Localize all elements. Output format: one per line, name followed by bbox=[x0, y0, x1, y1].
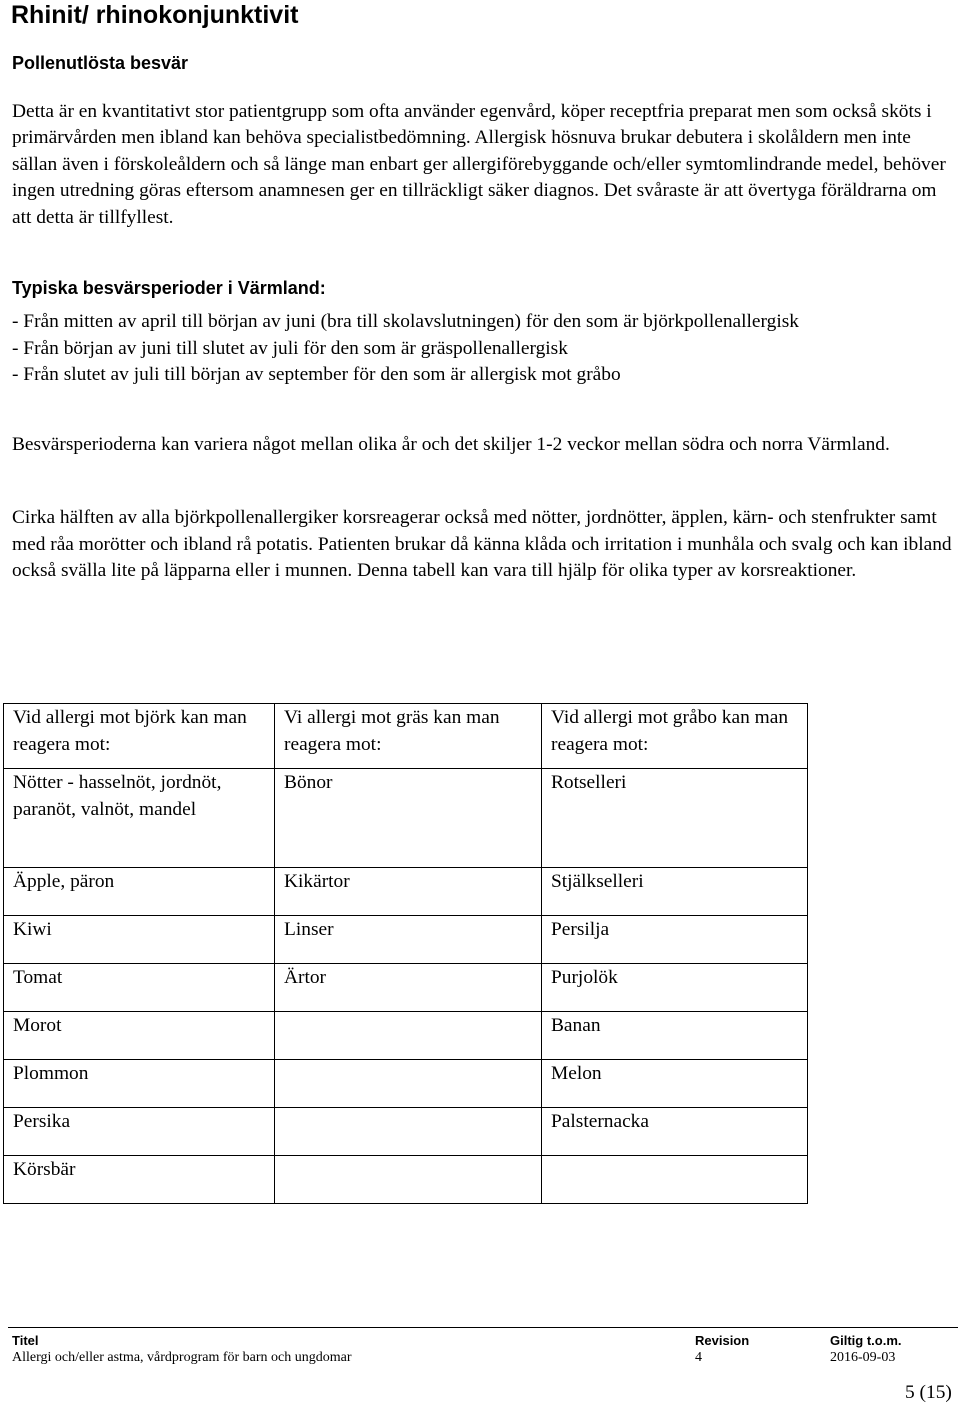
periods-heading: Typiska besvärsperioder i Värmland: bbox=[12, 278, 326, 298]
table-cell: Nötter - hasselnöt, jordnöt, paranöt, valnöt, mandel bbox=[4, 769, 275, 868]
table-cell bbox=[275, 1060, 542, 1108]
period-item: - Från mitten av april till början av juni (bra till skolavslutningen) för den som är björkpollenallergisk bbox=[12, 311, 799, 332]
table-cell: Plommon bbox=[4, 1060, 275, 1108]
table-cell: Morot bbox=[4, 1012, 275, 1060]
table-cell: Kiwi bbox=[4, 916, 275, 964]
table-cell: Rotselleri bbox=[542, 769, 808, 868]
table-row bbox=[4, 868, 808, 916]
header-mugwort: Vid allergi mot gråbo kan man reagera mot: bbox=[542, 704, 808, 769]
footer-divider bbox=[8, 1327, 958, 1328]
table-row bbox=[4, 769, 808, 868]
table-cell: Äpple, päron bbox=[4, 868, 275, 916]
header-grass: Vi allergi mot gräs kan man reagera mot: bbox=[275, 704, 542, 769]
table-cell bbox=[542, 1156, 808, 1204]
table-cell bbox=[275, 1012, 542, 1060]
table-cell: Ärtor bbox=[275, 964, 542, 1012]
table-cell: Linser bbox=[275, 916, 542, 964]
table-cell bbox=[275, 1156, 542, 1204]
table-cell: Körsbär bbox=[4, 1156, 275, 1204]
table-cell: Stjälkselleri bbox=[542, 868, 808, 916]
footer-titel-value: Allergi och/eller astma, vårdprogram för barn och ungdomar bbox=[12, 1350, 352, 1365]
footer-giltig-value: 2016-09-03 bbox=[830, 1350, 896, 1365]
periods-list bbox=[12, 309, 799, 389]
table-cell: Melon bbox=[542, 1060, 808, 1108]
header-birch: Vid allergi mot björk kan man reagera mot: bbox=[4, 704, 275, 769]
cross-reaction-paragraph: Cirka hälften av alla björkpollenallergiker korsreagerar också med nötter, jordnötter, äpplen, kärn- och stenfrukter samt med råa morötter och ibland rå potatis. Patienten brukar då känna klåda och irritation i munhåla och svalg och kan ibland också svälla lite på läpparna eller i munnen. Denna tabell kan vara till hjälp för olika typer av korsreaktioner. bbox=[12, 507, 952, 582]
table-row bbox=[4, 1156, 808, 1204]
footer-titel-label: Titel bbox=[12, 1333, 39, 1348]
period-item: - Från slutet av juli till början av september för den som är allergisk mot gråbo bbox=[12, 364, 621, 385]
table-cell: Palsternacka bbox=[542, 1108, 808, 1156]
table-row bbox=[4, 1060, 808, 1108]
page-number: 5 (15) bbox=[905, 1382, 952, 1403]
period-item: - Från början av juni till slutet av juli för den som är gräspollenallergisk bbox=[12, 337, 568, 359]
table-cell: Persilja bbox=[542, 916, 808, 964]
table-cell: Persika bbox=[4, 1108, 275, 1156]
table-cell: Purjolök bbox=[542, 964, 808, 1012]
table-header-row bbox=[4, 704, 808, 769]
table-row bbox=[4, 1012, 808, 1060]
table-cell: Kikärtor bbox=[275, 868, 542, 916]
table-cell bbox=[275, 1108, 542, 1156]
table-row bbox=[4, 964, 808, 1012]
intro-paragraph: Detta är en kvantitativt stor patientgrupp som ofta använder egenvård, köper receptfria preparat men som också sköts i primärvården men ibland kan behöva specialistbedömning. Allergisk hösnuva brukar debutera i skolåldern men inte sällan även i förskoleåldern och så länge man enbart ger allergiförebyggande och/eller symtomlindrande medel, behöver ingen utredning göras eftersom anamnesen ger en tillräckligt säker diagnos. Det svåraste är att övertyga föräldrarna om att detta är tillfyllest. bbox=[12, 101, 946, 228]
footer-revision-label: Revision bbox=[695, 1333, 750, 1348]
footer-revision-value: 4 bbox=[695, 1350, 702, 1365]
table-cell: Tomat bbox=[4, 964, 275, 1012]
variation-paragraph: Besvärsperioderna kan variera något mellan olika år och det skiljer 1-2 veckor mellan södra och norra Värmland. bbox=[12, 434, 890, 455]
table-row bbox=[4, 1108, 808, 1156]
table-cell: Bönor bbox=[275, 769, 542, 868]
section-subtitle: Pollenutlösta besvär bbox=[12, 53, 189, 73]
page-title: Rhinit/ rhinokonjunktivit bbox=[11, 1, 299, 29]
table-row bbox=[4, 916, 808, 964]
footer-giltig-label: Giltig t.o.m. bbox=[830, 1333, 902, 1348]
table-cell: Banan bbox=[542, 1012, 808, 1060]
cross-reaction-table bbox=[3, 703, 808, 1204]
